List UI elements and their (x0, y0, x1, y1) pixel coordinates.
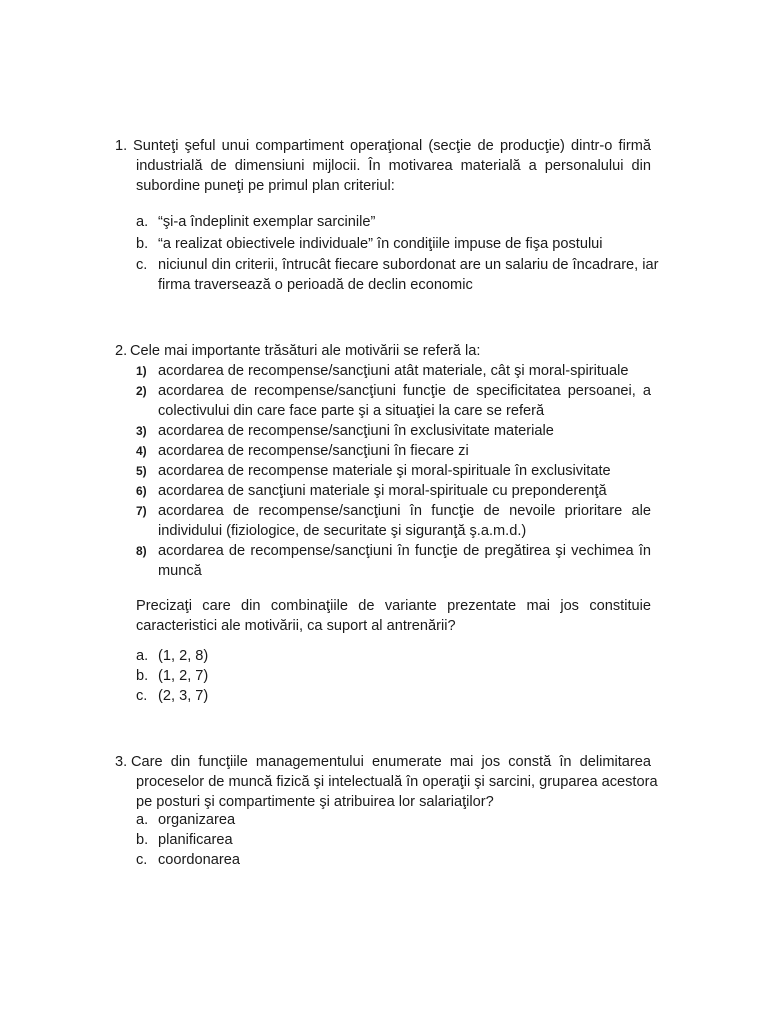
q2-item-3-number: 3) (136, 424, 147, 438)
q3-option-a-text: organizarea (158, 812, 236, 828)
q2-option-c-letter: c. (136, 688, 148, 704)
q2-item-7-number: 7) (136, 504, 147, 518)
q2-option-a-letter: a. (136, 648, 149, 664)
q1-option-c-letter: c. (136, 257, 148, 273)
q2-item-6-text: acordarea de sancţiuni materiale şi moral-spirituale cu preponderenţă (158, 483, 607, 499)
q1-text-line-2: industrială de dimensiuni mijlocii. În motivarea materială a personalului din (136, 158, 651, 174)
q2-item-1-text: acordarea de recompense/sancţiuni atât materiale, cât şi moral-spirituale (158, 363, 629, 379)
q1-option-c-text-1: niciunul din criterii, întrucât fiecare subordonat are un salariu de încadrare, iar (158, 257, 659, 273)
q2-option-c-text: (2, 3, 7) (158, 688, 209, 704)
q1-number: 1. (115, 138, 128, 154)
q2-option-b-text: (1, 2, 7) (158, 668, 209, 684)
q3-option-a-letter: a. (136, 812, 149, 828)
q2-prompt-line-2: caracteristici ale motivării, ca suport al antrenării? (136, 618, 456, 634)
q1-option-c-text-2: firma traversează o perioadă de declin economic (158, 277, 473, 293)
q2-item-2-text-2: colectivului din care face parte şi a situaţiei la care se referă (158, 403, 545, 419)
q3-option-c-text: coordonarea (158, 852, 240, 868)
q2-item-2-text-1: acordarea de recompense/sancţiuni funcţie de specificitatea persoanei, a (158, 383, 651, 399)
q2-item-1-number: 1) (136, 364, 147, 378)
q2-item-7-text-1: acordarea de recompense/sancţiuni în funcţie de nevoile prioritare ale (158, 503, 651, 519)
q2-item-6-number: 6) (136, 484, 147, 498)
q2-prompt-line-1: Precizaţi care din combinaţiile de variante prezentate mai jos constituie (136, 598, 651, 614)
q2-item-3-text: acordarea de recompense/sancţiuni în exclusivitate materiale (158, 423, 554, 439)
q1-option-b-letter: b. (136, 236, 149, 252)
q3-text-line-1: Care din funcţiile managementului enumerate mai jos constă în delimitarea (131, 754, 651, 770)
q3-option-c-letter: c. (136, 852, 148, 868)
q3-number: 3. (115, 754, 128, 770)
q3-text-line-3: pe posturi şi compartimente şi atribuirea lor salariaţilor? (136, 794, 494, 810)
q2-item-4-number: 4) (136, 444, 147, 458)
q2-item-5-text: acordarea de recompense materiale şi moral-spirituale în exclusivitate (158, 463, 611, 479)
q2-item-8-text-1: acordarea de recompense/sancţiuni în funcţie de pregătirea şi vechimea în (158, 543, 651, 559)
q2-text: Cele mai importante trăsături ale motivării se referă la: (130, 343, 481, 359)
q1-text-line-1: Sunteţi şeful unui compartiment operaţional (secţie de producţie) dintr-o firmă (133, 138, 651, 154)
q2-number: 2. (115, 343, 128, 359)
q2-item-5-number: 5) (136, 464, 147, 478)
q1-option-b-text: “a realizat obiectivele individuale” în condiţiile impuse de fişa postului (158, 236, 603, 252)
q3-text-line-2: proceselor de muncă fizică şi intelectuală în operaţii şi sarcini, gruparea acestora (136, 774, 658, 790)
q3-option-b-letter: b. (136, 832, 149, 848)
q2-item-8-text-2: muncă (158, 563, 202, 579)
q2-option-a-text: (1, 2, 8) (158, 648, 209, 664)
q1-option-a-letter: a. (136, 214, 149, 230)
q2-item-2-number: 2) (136, 384, 147, 398)
q2-item-4-text: acordarea de recompense/sancţiuni în fiecare zi (158, 443, 469, 459)
q1-text-line-3: subordine puneţi pe primul plan criteriul: (136, 178, 395, 194)
q3-option-b-text: planificarea (158, 832, 233, 848)
q2-item-8-number: 8) (136, 544, 147, 558)
q2-item-7-text-2: individului (fiziologice, de securitate şi siguranţă ş.a.m.d.) (158, 523, 527, 539)
q1-option-a-text: “şi-a îndeplinit exemplar sarcinile” (158, 214, 376, 230)
q2-option-b-letter: b. (136, 668, 149, 684)
